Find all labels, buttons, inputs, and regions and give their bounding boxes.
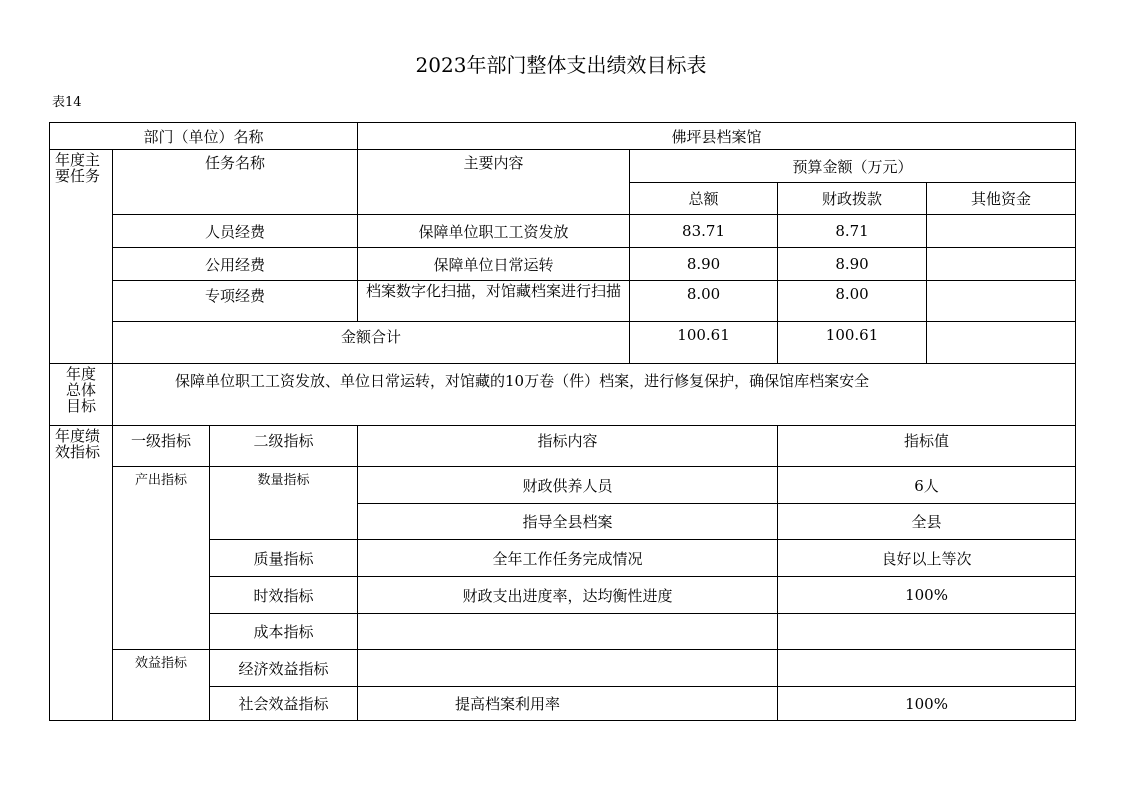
indicators-section-label: 年度绩效指标 [50, 426, 113, 721]
tasks-sum-row [50, 322, 1076, 364]
tasks-section-label: 年度主要任务 [50, 150, 113, 364]
indicator-value: 良好以上等次 [778, 540, 1076, 577]
table-row [50, 248, 1076, 281]
col-level2: 二级指标 [210, 426, 358, 467]
goal-label: 年度总体目标 [50, 364, 113, 426]
indicator-value: 全县 [778, 504, 1076, 540]
indicator-content: 财政供养人员 [358, 467, 778, 504]
dept-value: 佛坪县档案馆 [358, 123, 1076, 150]
table-row [50, 467, 1076, 504]
social-indicator-label: 社会效益指标 [210, 687, 358, 721]
goal-text: 保障单位职工工资发放、单位日常运转，对馆藏的10万卷（件）档案，进行修复保护，确保馆库档案安全 [113, 364, 1076, 426]
task-name: 专项经费 [113, 281, 358, 322]
col-level1: 一级指标 [113, 426, 210, 467]
indicators-header-row [50, 426, 1076, 467]
table-row [50, 215, 1076, 248]
cost-indicator-label: 成本指标 [210, 614, 358, 650]
table-number: 表14 [52, 95, 82, 110]
indicator-content: 全年工作任务完成情况 [358, 540, 778, 577]
task-content: 保障单位日常运转 [358, 248, 630, 281]
col-main-content: 主要内容 [358, 150, 630, 215]
col-total: 总额 [630, 183, 778, 215]
table-row [50, 281, 1076, 322]
sum-other [927, 322, 1076, 364]
sum-total: 100.61 [630, 322, 778, 364]
col-indicator-content: 指标内容 [358, 426, 778, 467]
indicator-content: 指导全县档案 [358, 504, 778, 540]
col-fiscal: 财政拨款 [778, 183, 927, 215]
col-budget-amount: 预算金额（万元） [630, 150, 1076, 183]
performance-target-table [49, 122, 1076, 721]
quantity-indicator-label: 数量指标 [210, 467, 358, 540]
sum-label: 金额合计 [113, 322, 630, 364]
task-other [927, 215, 1076, 248]
task-other [927, 281, 1076, 322]
indicator-value [778, 614, 1076, 650]
task-name: 公用经费 [113, 248, 358, 281]
col-task-name: 任务名称 [113, 150, 358, 215]
indicator-value: 100% [778, 577, 1076, 614]
col-indicator-value: 指标值 [778, 426, 1076, 467]
table-row [50, 650, 1076, 687]
task-name: 人员经费 [113, 215, 358, 248]
page-title: 2023年部门整体支出绩效目标表 [415, 53, 707, 77]
task-fiscal: 8.90 [778, 248, 927, 281]
dept-label: 部门（单位）名称 [50, 123, 358, 150]
dept-row [50, 123, 1076, 150]
col-other: 其他资金 [927, 183, 1076, 215]
indicator-value: 100% [778, 687, 1076, 721]
tasks-header-row [50, 150, 1076, 183]
indicator-value: 6人 [778, 467, 1076, 504]
task-content: 档案数字化扫描，对馆藏档案进行扫描 [358, 281, 630, 322]
output-indicator-label: 产出指标 [113, 467, 210, 650]
indicator-content [358, 614, 778, 650]
benefit-indicator-label: 效益指标 [113, 650, 210, 721]
economic-indicator-label: 经济效益指标 [210, 650, 358, 687]
task-total: 8.90 [630, 248, 778, 281]
indicator-content: 财政支出进度率，达均衡性进度 [358, 577, 778, 614]
quality-indicator-label: 质量指标 [210, 540, 358, 577]
timeliness-indicator-label: 时效指标 [210, 577, 358, 614]
indicator-value [778, 650, 1076, 687]
task-content: 保障单位职工工资发放 [358, 215, 630, 248]
sum-fiscal: 100.61 [778, 322, 927, 364]
task-fiscal: 8.71 [778, 215, 927, 248]
task-other [927, 248, 1076, 281]
goal-row [50, 364, 1076, 426]
task-total: 83.71 [630, 215, 778, 248]
indicator-content: 提高档案利用率 [358, 687, 778, 721]
task-total: 8.00 [630, 281, 778, 322]
task-fiscal: 8.00 [778, 281, 927, 322]
indicator-content [358, 650, 778, 687]
